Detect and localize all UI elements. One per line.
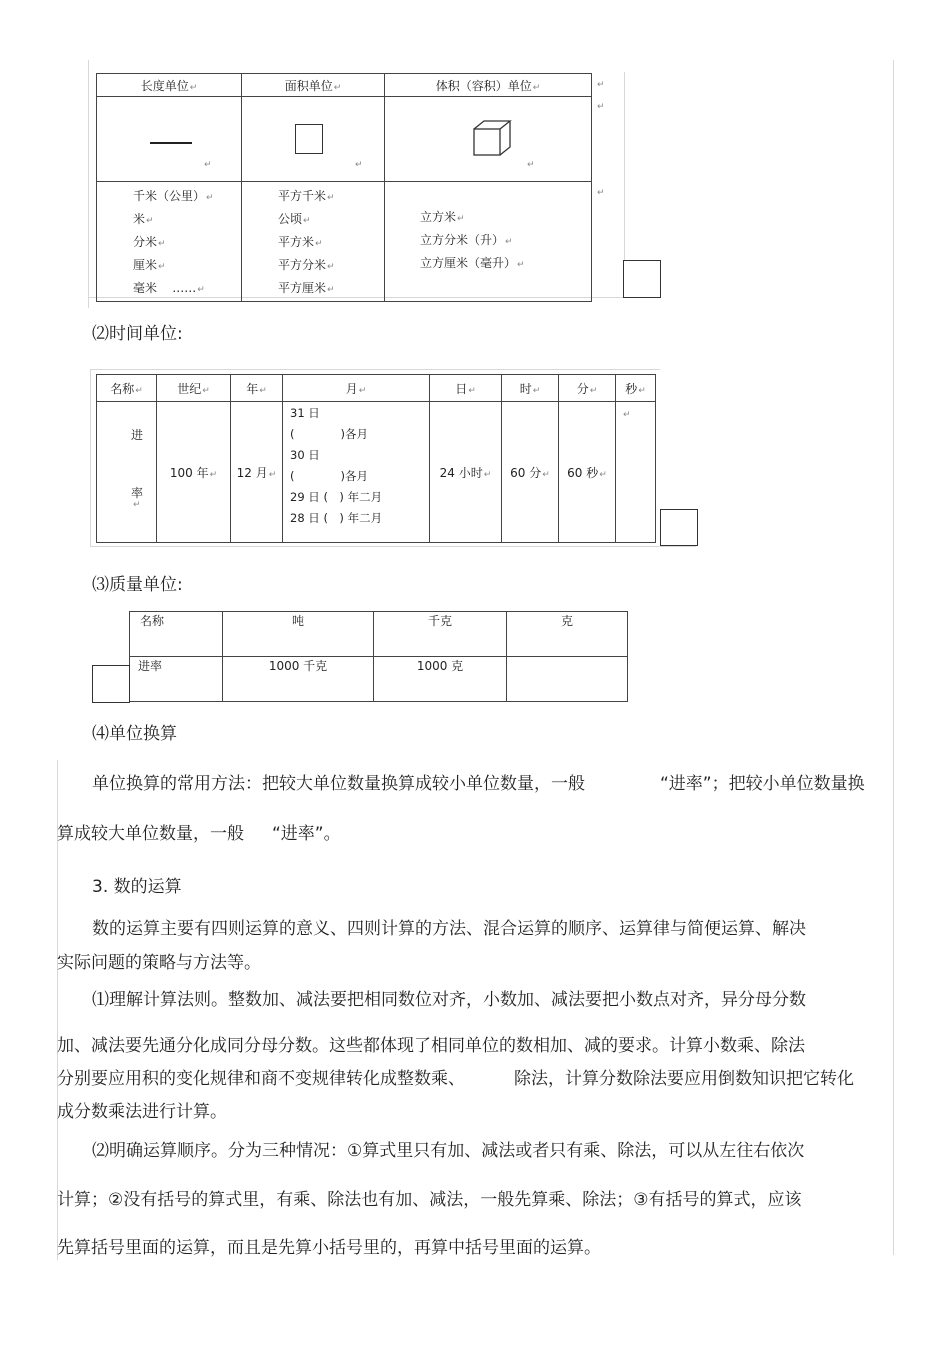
paragraph-text: 成分数乘法进行计算。 — [57, 1102, 227, 1122]
time-header-second: 秒↵ — [616, 375, 656, 402]
area-unit-cm2: 平方厘米↵ — [278, 281, 335, 295]
time-day-value: 24 小时↵ — [430, 402, 502, 543]
time-hour-value: 60 分↵ — [502, 402, 559, 543]
time-header-year: 年↵ — [231, 375, 283, 402]
volume-symbol-cell: ↵ — [385, 97, 592, 182]
mass-units-heading: ⑶质量单位: — [92, 575, 183, 595]
blank-square — [660, 509, 698, 546]
length-unit-dm: 分米↵ — [133, 235, 166, 249]
unit-conversion-heading: ⑷单位换算 — [92, 724, 177, 744]
volume-unit-dm3: 立方分米（升）↵ — [420, 233, 513, 247]
paragraph-text: 分别要应用积的变化规律和商不变规律转化成整数乘、 — [57, 1069, 465, 1089]
section-3-heading: 3. 数的运算 — [92, 877, 182, 897]
cube-icon — [472, 119, 516, 159]
time-header-name: 名称↵ — [97, 375, 157, 402]
header-volume: 体积（容积）单位↵ — [385, 74, 592, 97]
length-unit-m: 米↵ — [133, 212, 154, 226]
conversion-text: 算成较大单位数量，一般 — [57, 824, 244, 844]
mass-g-rate — [507, 657, 628, 702]
paragraph-text: ⑴理解计算法则。整数加、减法要把相同数位对齐，小数加、减法要把小数点对齐，异分母分数 — [92, 990, 806, 1010]
length-area-volume-table — [96, 73, 592, 302]
month-line: 30 日 — [290, 448, 320, 462]
square-icon — [295, 124, 323, 154]
area-symbol-cell: ↵ — [242, 97, 385, 182]
volume-unit-m3: 立方米↵ — [420, 210, 465, 224]
length-units-cell — [97, 182, 242, 302]
header-length: 长度单位↵ — [97, 74, 242, 97]
mass-kg-rate: 1000 克 — [374, 657, 507, 702]
area-unit-km2: 平方千米↵ — [278, 189, 335, 203]
page-right-border — [893, 60, 894, 1255]
mass-units-table — [129, 611, 628, 702]
line-segment-icon — [150, 142, 192, 144]
volume-unit-cm3: 立方厘米（毫升）↵ — [420, 256, 525, 270]
row-end-mark: ↵ — [597, 102, 605, 112]
time-units-heading: ⑵时间单位: — [92, 324, 183, 344]
time-minute-value: 60 秒↵ — [559, 402, 616, 543]
row-end-mark: ↵ — [597, 188, 605, 198]
time-units-table — [96, 374, 656, 543]
table-frame-bottom — [90, 546, 696, 547]
time-month-values — [283, 402, 430, 543]
length-unit-km: 千米（公里）↵ — [133, 189, 214, 203]
conversion-text: “进率”；把较小单位数量换 — [660, 774, 865, 794]
mass-header-ton: 吨 — [223, 612, 374, 657]
paragraph-text: 实际问题的策略与方法等。 — [57, 953, 261, 973]
paragraph-text: 先算括号里面的运算，而且是先算小括号里的，再算中括号里面的运算。 — [57, 1238, 601, 1258]
area-unit-hectare: 公顷↵ — [278, 212, 311, 226]
area-units-cell — [242, 182, 385, 302]
time-header-century: 世纪↵ — [157, 375, 231, 402]
time-rate-label: 进 率 ↵ — [97, 402, 157, 543]
length-unit-mm: 毫米 ……↵ — [133, 281, 205, 295]
length-symbol-cell: ↵ — [97, 97, 242, 182]
time-second-value: ↵ — [616, 402, 656, 543]
volume-units-cell — [385, 182, 592, 302]
paragraph-text: 除法，计算分数除法要应用倒数知识把它转化 — [514, 1069, 854, 1089]
blank-square — [623, 260, 661, 298]
mass-ton-rate: 1000 千克 — [223, 657, 374, 702]
month-line: 29 日 ( ) 年二月 — [290, 490, 383, 504]
paragraph-text: 计算；②没有括号的算式里，有乘、除法也有加、减法，一般先算乘、除法；③有括号的算式，应该 — [57, 1190, 802, 1210]
time-header-month: 月↵ — [283, 375, 430, 402]
month-line: ( )各月 — [290, 427, 368, 441]
blank-square — [92, 665, 130, 703]
time-header-day: 日↵ — [430, 375, 502, 402]
conversion-text: “进率”。 — [272, 824, 341, 844]
table-frame-top — [90, 369, 660, 370]
mass-header-name: 名称 — [130, 612, 223, 657]
time-header-minute: 分↵ — [559, 375, 616, 402]
time-header-hour: 时↵ — [502, 375, 559, 402]
mass-header-g: 克 — [507, 612, 628, 657]
month-line: ( )各月 — [290, 469, 368, 483]
conversion-text: 单位换算的常用方法：把较大单位数量换算成较小单位数量，一般 — [92, 774, 585, 794]
month-line: 28 日 ( ) 年二月 — [290, 511, 383, 525]
mass-header-kg: 千克 — [374, 612, 507, 657]
table-frame-left — [90, 369, 91, 547]
header-area: 面积单位↵ — [242, 74, 385, 97]
paragraph-text: 数的运算主要有四则运算的意义、四则计算的方法、混合运算的顺序、运算律与简便运算、解决 — [92, 919, 806, 939]
length-unit-cm: 厘米↵ — [133, 258, 166, 272]
paragraph-text: ⑵明确运算顺序。分为三种情况：①算式里只有加、减法或者只有乘、除法，可以从左往右依次 — [92, 1141, 805, 1161]
mass-rate-label: 进率 — [130, 657, 223, 702]
row-end-mark: ↵ — [597, 80, 605, 90]
area-unit-dm2: 平方分米↵ — [278, 258, 335, 272]
time-century-value: 100 年↵ — [157, 402, 231, 543]
time-year-value: 12 月↵ — [231, 402, 283, 543]
area-unit-m2: 平方米↵ — [278, 235, 323, 249]
month-line: 31 日 — [290, 406, 320, 420]
paragraph-text: 加、减法要先通分化成同分母分数。这些都体现了相同单位的数相加、减的要求。计算小数乘、除法 — [57, 1036, 805, 1056]
page-left-border — [88, 60, 89, 308]
